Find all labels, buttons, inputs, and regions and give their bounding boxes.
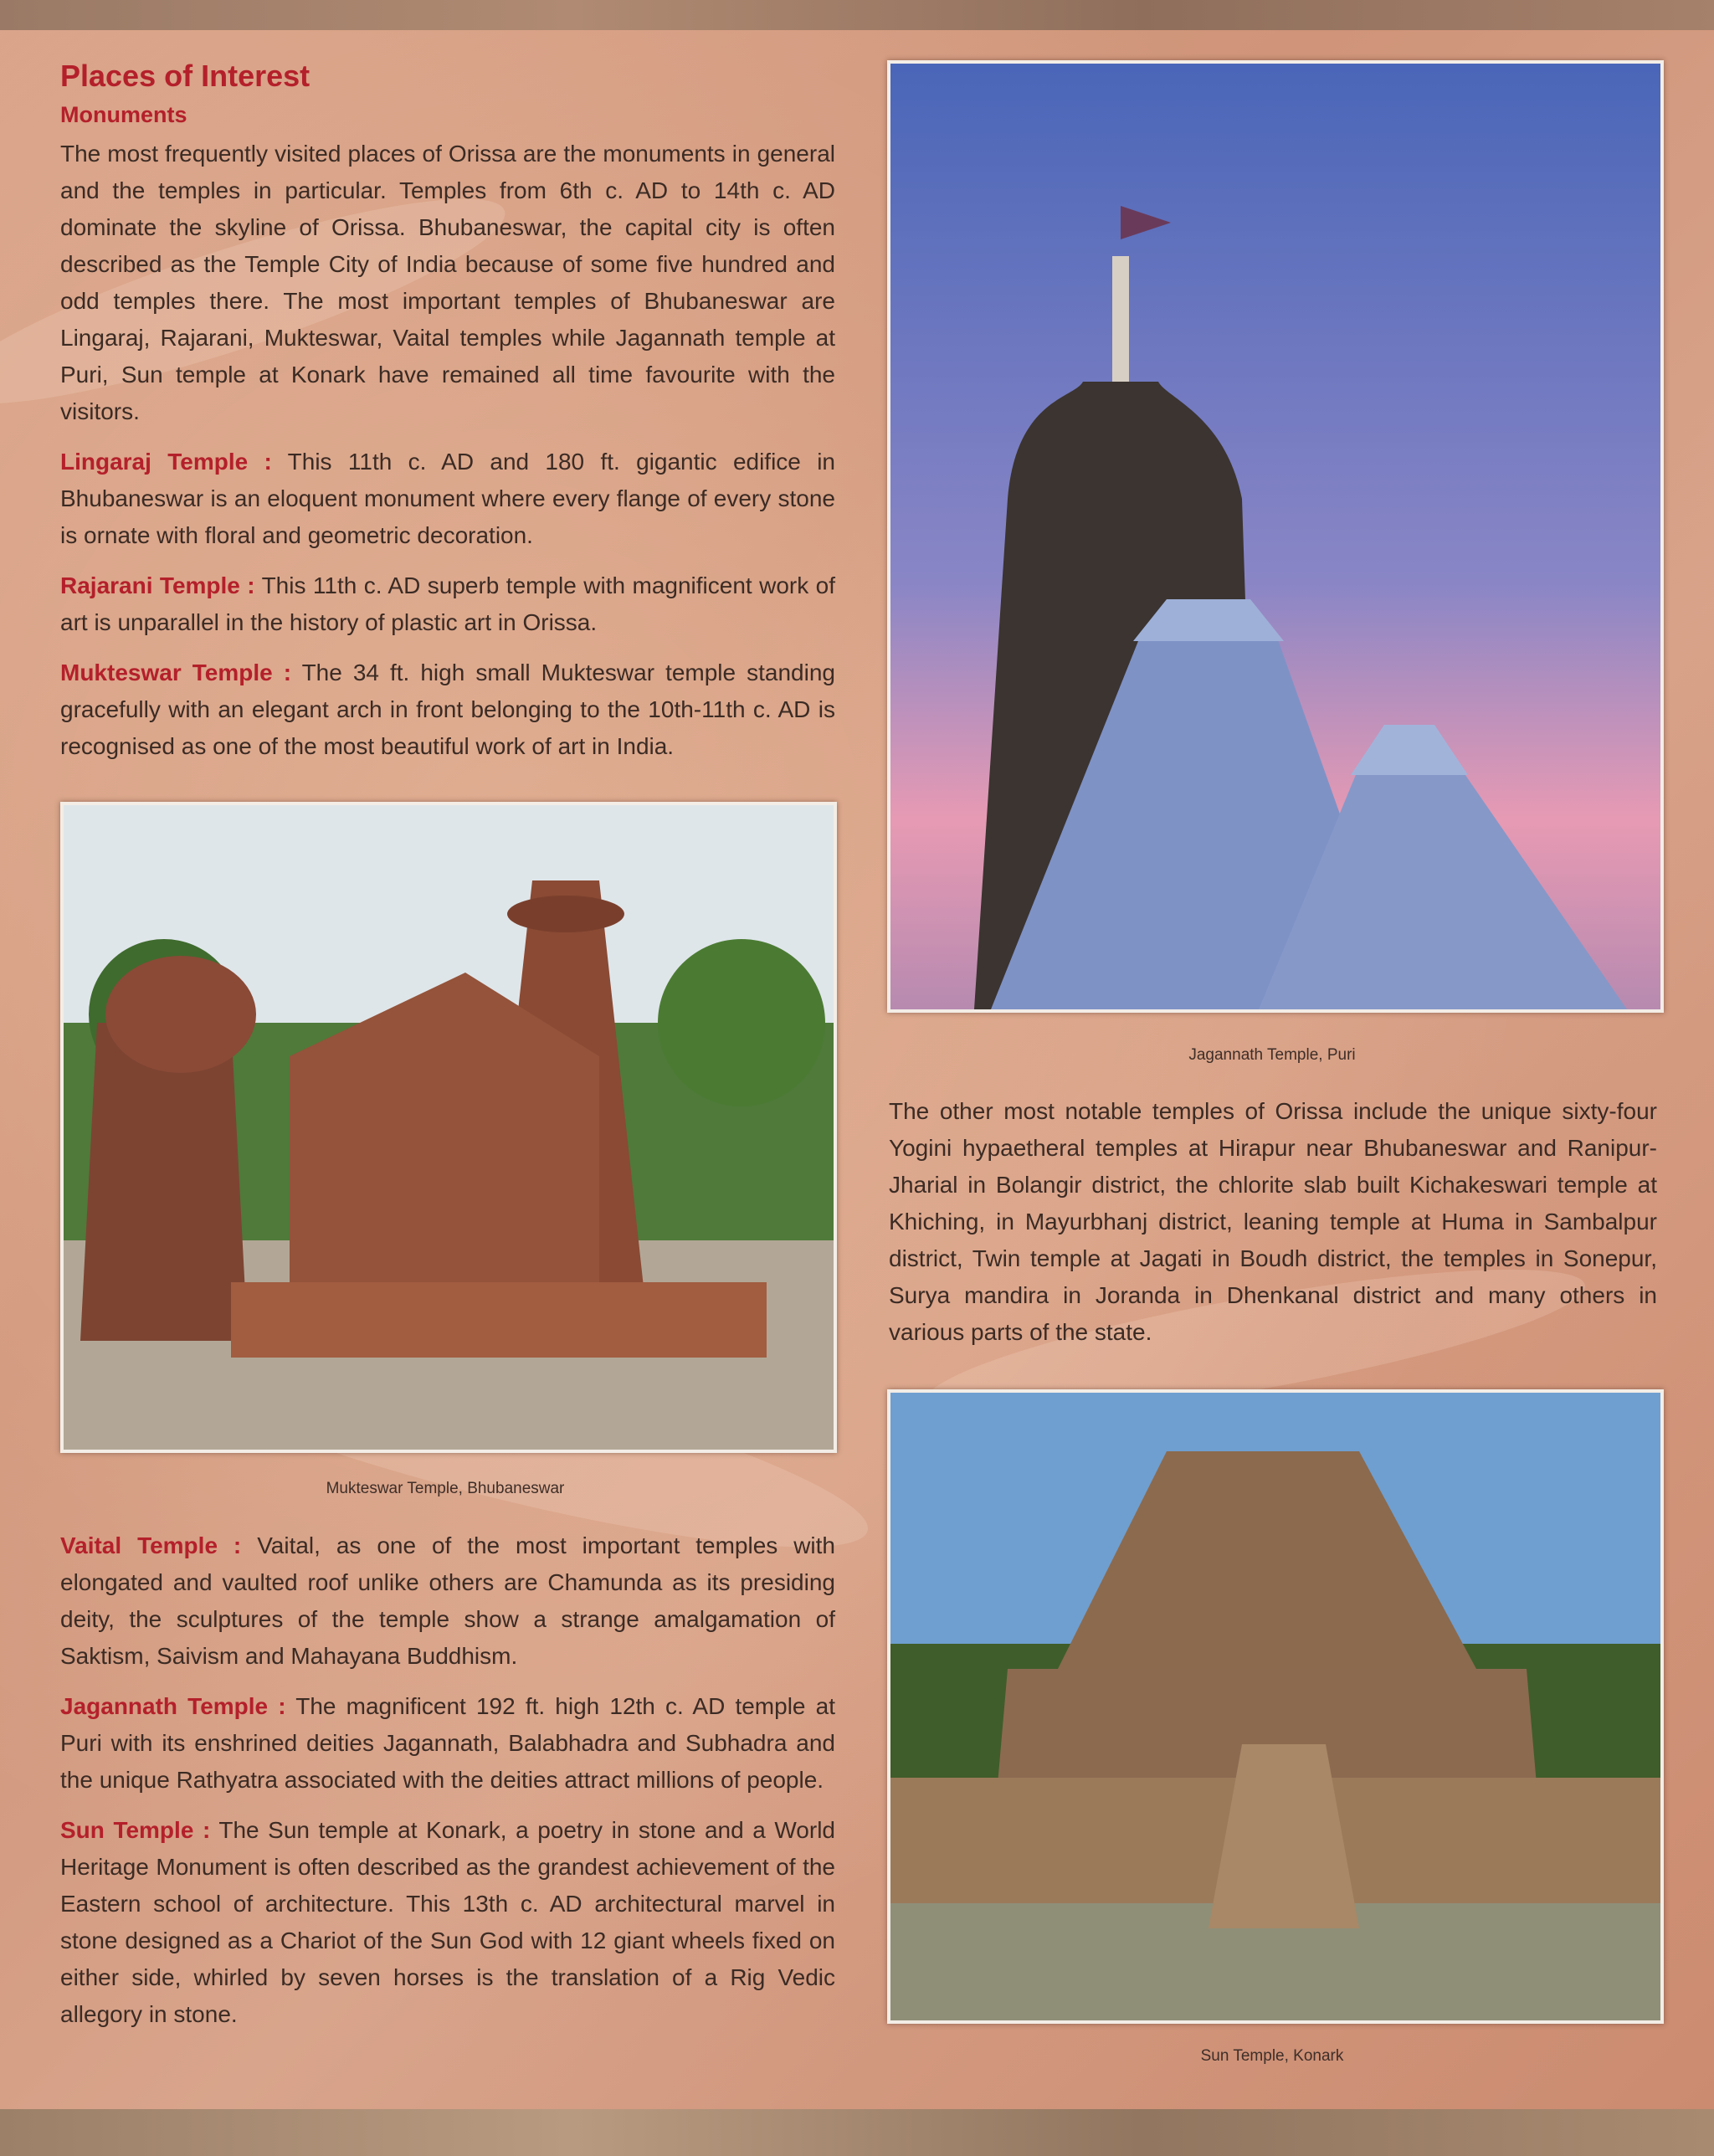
jagannath-label: Jagannath Temple :: [60, 1693, 286, 1719]
sun-temple-label: Sun Temple :: [60, 1817, 211, 1843]
other-temples-block: [889, 1093, 1657, 1364]
rajarani-label: Rajarani Temple :: [60, 572, 255, 598]
rajarani-paragraph: [60, 567, 835, 641]
jagannath-caption: Jagannath Temple, Puri: [1188, 1046, 1356, 1064]
intro-paragraph: The most frequently visited places of Orissa are the monuments in general and the temples in particular. Temples from 6th c. AD to 14th c. AD dominate the skyline of Orissa. Bhubaneswar, the capital city is often described as the Temple City of India because of some five hundred and odd temples there. The most important temples of Bhubaneswar are Lingaraj, Rajarani, Mukteswar, Vaital temples while Jagannath temple at Puri, Sun temple at Konark have remained all time favourite with the visitors.: [60, 141, 835, 424]
lingaraj-paragraph: [60, 444, 835, 554]
mukteswar-temple-photo: [60, 802, 837, 1453]
jagannath-temple-photo: [887, 60, 1664, 1013]
lower-text-block: [60, 1527, 835, 2046]
lingaraj-text: This 11th c. AD and 180 ft. gigantic edifice in Bhubaneswar is an eloquent monument where every flange of every stone is ornate with floral and geometric decoration.: [60, 449, 835, 548]
other-temples-paragraph: The other most notable temples of Orissa include the unique sixty-four Yogini hypaetheral temples at Hirapur near Bhubaneswar and Ranipur-Jharial in Bolangir district, the chlorite slab built Kichakeswari temple at Khiching, in Mayurbhanj district, leaning temple at Huma in Sambalpur district, Twin temple at Jagati in Boudh district, the temples in Sonepur, Surya mandira in Joranda in Dhenkanal district and many others in various parts of the state.: [889, 1098, 1657, 1345]
jagannath-text: The magnificent 192 ft. high 12th c. AD temple at Puri with its enshrined deities Jagannath, Balabhadra and Subhadra and the unique Rathyatra associated with the deities attract millions of people.: [60, 1693, 835, 1793]
mukteswar-text: The 34 ft. high small Mukteswar temple standing gracefully with an elegant arch in front belonging to the 10th-11th c. AD is recognised as one of the most beautiful work of art in India.: [60, 660, 835, 759]
section-title: Places of Interest: [60, 59, 310, 93]
lingaraj-label: Lingaraj Temple :: [60, 449, 272, 475]
rajarani-text: This 11th c. AD superb temple with magnificent work of art is unparallel in the history of plastic art in Orissa.: [60, 572, 836, 635]
mukteswar-paragraph: [60, 654, 835, 765]
subsection-title: Monuments: [60, 102, 187, 127]
konark-caption: Sun Temple, Konark: [1200, 2047, 1344, 2065]
vaital-label: Vaital Temple :: [60, 1532, 242, 1558]
jagannath-paragraph: [60, 1688, 835, 1799]
intro-text-block: [60, 136, 835, 778]
vaital-text: Vaital, as one of the most important temples with elongated and vaulted roof unlike others are Chamunda as its presiding deity, the sculptures of the temple show a strange amalgamation of Saktism, Saivism and Mahayana Buddhism.: [60, 1532, 836, 1669]
bottom-decorative-band: [0, 2109, 1714, 2156]
mukteswar-label: Mukteswar Temple :: [60, 660, 292, 685]
sun-temple-paragraph: [60, 1812, 835, 2033]
sun-temple-text: The Sun temple at Konark, a poetry in stone and a World Heritage Monument is often described as the grandest achievement of the Eastern school of architecture. This 13th c. AD architectural marvel in stone designed as a Chariot of the Sun God with 12 giant wheels fixed on either side, whirled by seven horses is the translation of a Rig Vedic allegory in stone.: [60, 1817, 835, 2027]
vaital-paragraph: [60, 1527, 835, 1675]
mukteswar-caption: Mukteswar Temple, Bhubaneswar: [326, 1480, 565, 1497]
sun-temple-konark-photo: [887, 1389, 1664, 2024]
top-decorative-band: [0, 0, 1714, 30]
